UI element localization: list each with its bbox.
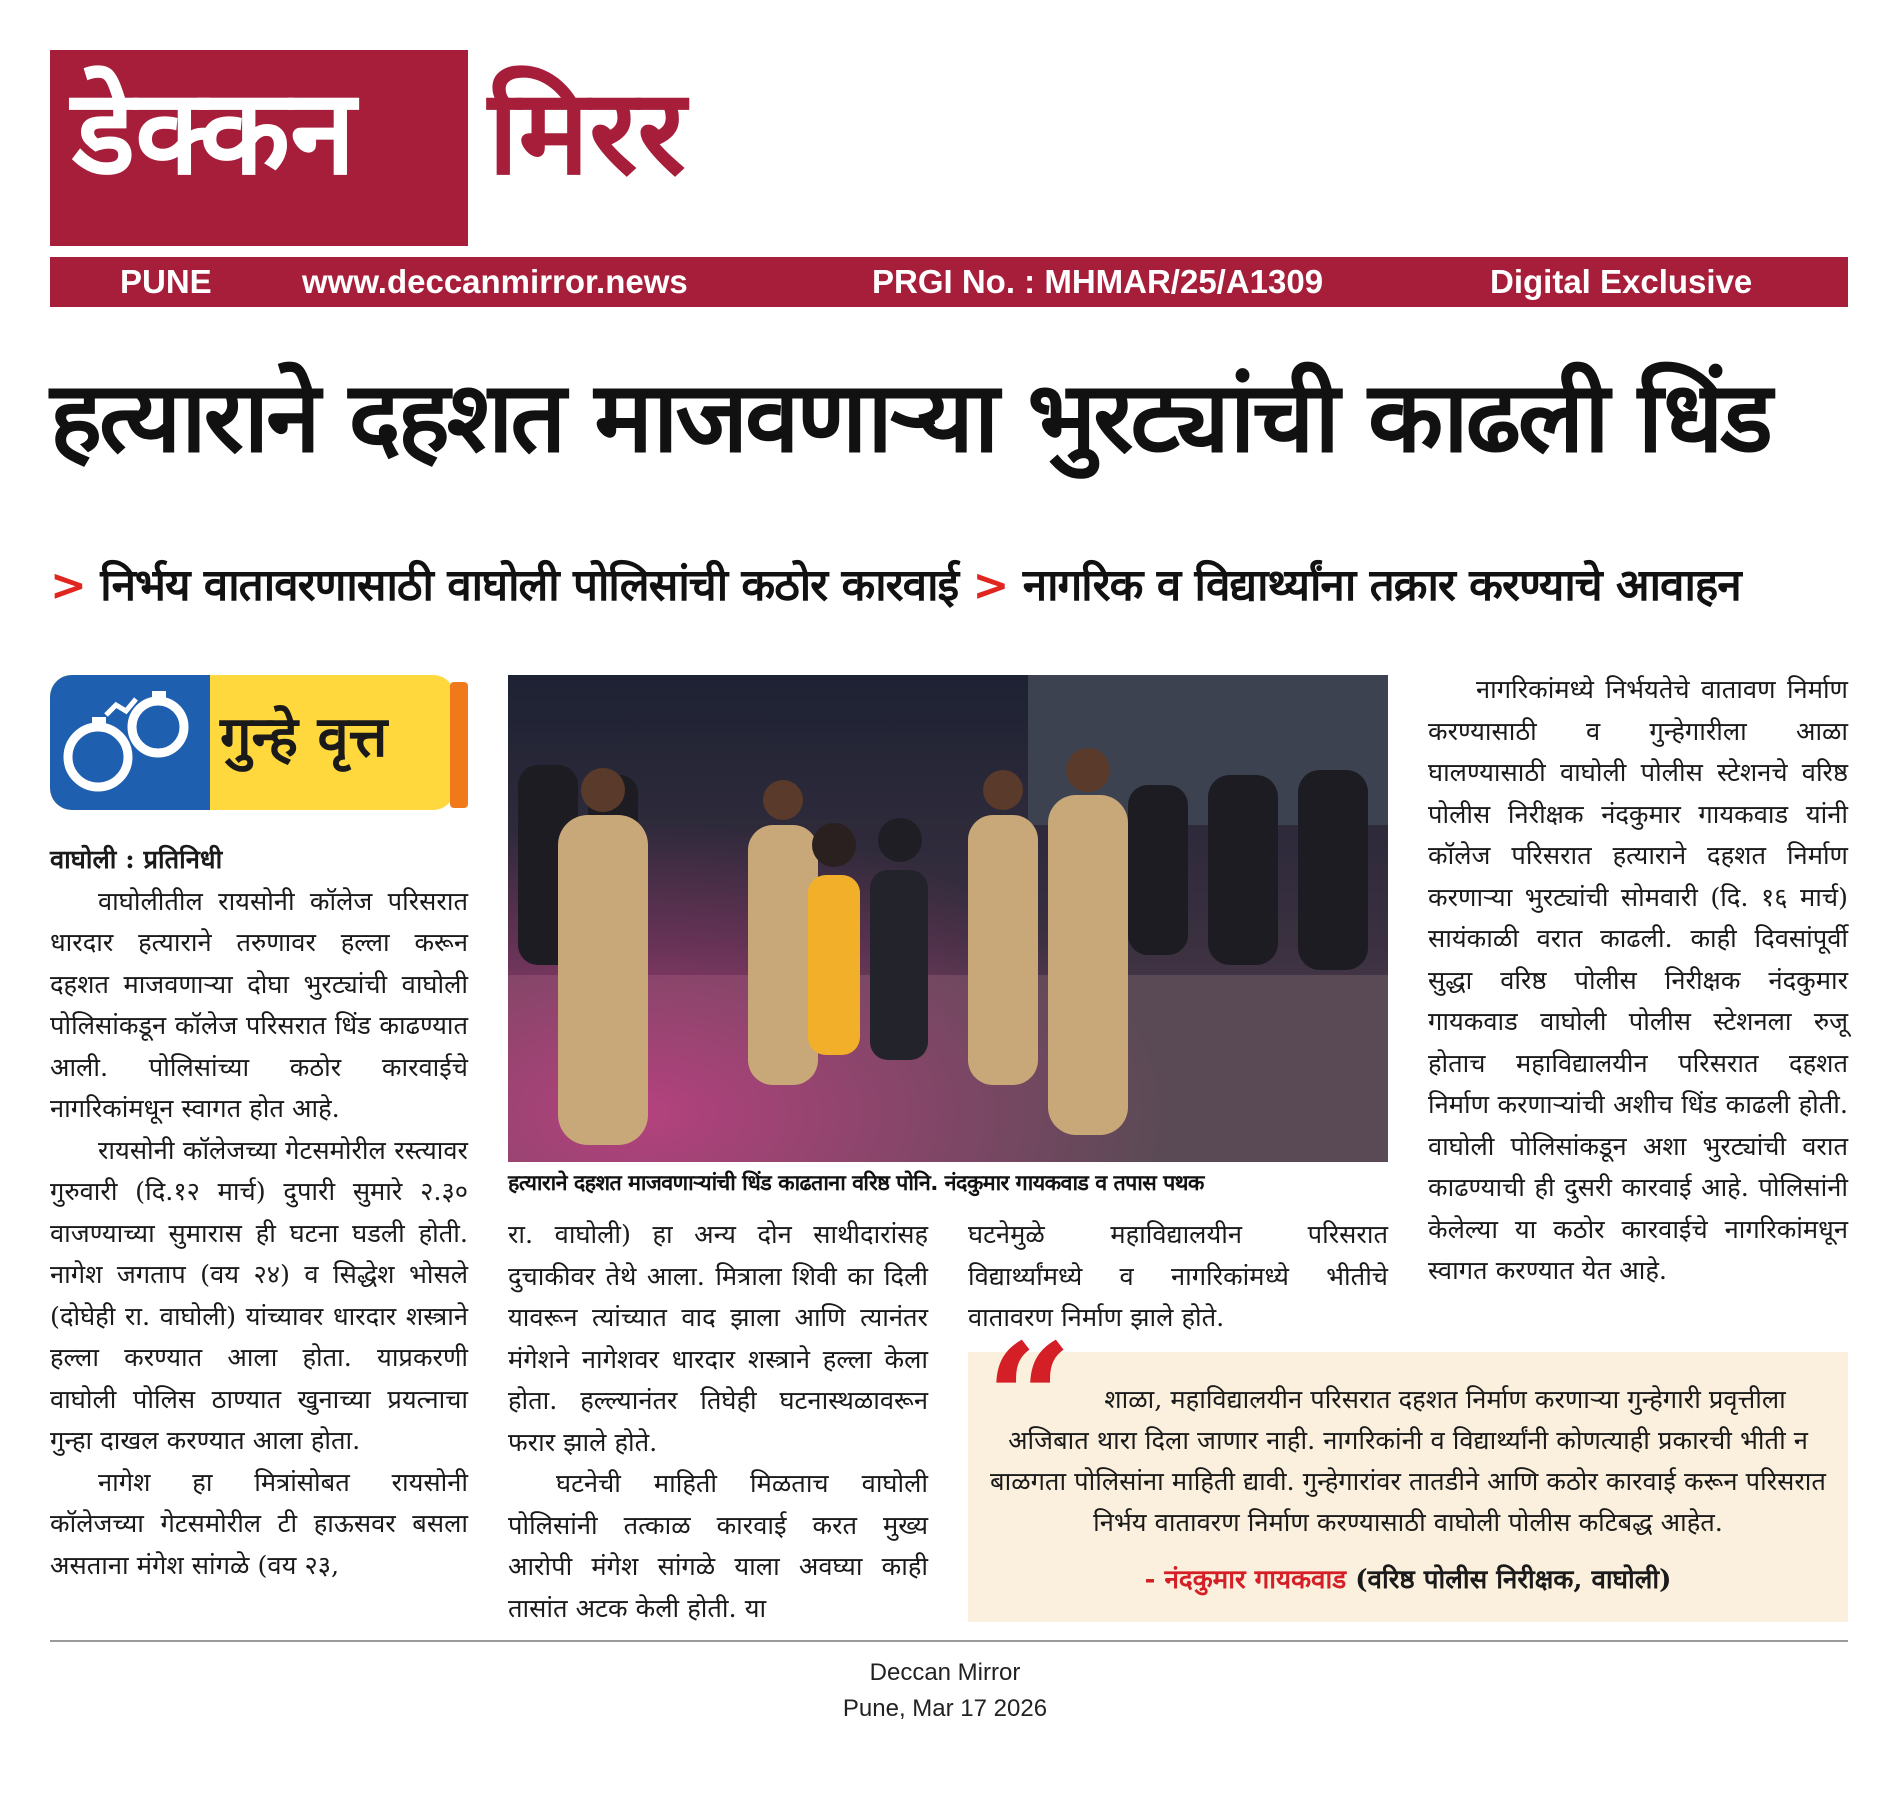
masthead-info-bar xyxy=(50,257,1848,307)
attribution-title: (वरिष्ठ पोलीस निरीक्षक, वाघोली) xyxy=(1355,1565,1672,1595)
paragraph: घटनेमुळे महाविद्यालयीन परिसरात विद्यार्थ्यांमध्ये व नागरिकांमध्ये भीतीचे वातावरण निर्माण झाले होते. xyxy=(968,1220,1388,1333)
edition-label: Digital Exclusive xyxy=(1490,263,1753,300)
footer-place-date: Pune, Mar 17 2026 xyxy=(842,1695,1048,1722)
subhead-2: नागरिक व विद्यार्थ्यांना तक्रार करण्याचे आवाहन xyxy=(1022,560,1741,611)
paragraph: नागरिकांमध्ये निर्भयतेचे वातावण निर्माण करण्यासाठी व गुन्हेगारीला आळा घालण्यासाठी वाघोली पोलीस स्टेशनचे वरिष्ठ पोलीस निरीक्षक नंदकुमार गायकवाड यांनी कॉलेज परिसरात हत्याराने दहशत निर्माण करणाऱ्या भुरट्यांची सोमवारी (दि. १६ मार्च) सायंकाळी वरात काढली. काही दिवसांपूर्वी सुद्धा वरिष्ठ पोलीस निरीक्षक नंदकुमार गायकवाड वाघोली पोलीस स्टेशनला रुजू होताच महाविद्यालयीन परिसरात दहशत निर्माण करणाऱ्यांची अशीच धिंड काढली होती. वाघोली पोलिसांकडून अशा भुरट्यांची वरात काढण्याची ही दुसरी कारवाई आहे. पोलिसांनी केलेल्या या कठोर कारवाईचे नागरिकांमधून स्वागत करण्यात येत आहे. xyxy=(1428,675,1848,1286)
subhead-arrow-icon: > xyxy=(50,560,86,611)
handcuffs-icon xyxy=(50,675,210,810)
attribution-name: नंदकुमार गायकवाड xyxy=(1164,1565,1347,1595)
article-headline: हत्याराने दहशत माजवणाऱ्या भुरट्यांची काढली धिंड xyxy=(50,361,1770,475)
paragraph: नागेश हा मित्रांसोबत रायसोनी कॉलेजच्या गेटसमोरील टी हाऊसवर बसला असताना मंगेश सांगळे (वय २३, xyxy=(50,1467,468,1581)
paragraph: रायसोनी कॉलेजच्या गेटसमोरील रस्त्यावर गुरुवारी (दि.१२ मार्च) दुपारी सुमारे २.३० वाजण्याच्या सुमारास ही घटना घडली होती. नागेश जगताप (वय २४) व सिद्धेश भोसले (दोघेही रा. वाघोली) यांच्यावर धारदार शस्त्राने हल्ला करण्यात आला होता. याप्रकरणी वाघोली पोलिस ठाण्यात खुनाच्या प्रयत्नाचा गुन्हा दाखल करण्यात आला होता. xyxy=(50,1135,468,1456)
article-column-1 xyxy=(50,840,468,1587)
photo-caption: हत्याराने दहशत माजवणाऱ्यांची धिंड काढताना वरिष्ठ पोनि. नंदकुमार गायकवाड व तपास पथक xyxy=(508,1171,1204,1196)
masthead-title-part1: डेक्कन xyxy=(72,63,356,201)
edition-city: PUNE xyxy=(120,263,212,300)
paragraph: रा. वाघोली) हा अन्य दोन साथीदारांसह दुचाकीवर तेथे आला. मित्राला शिवी का दिली यावरून त्यांच्यात वाद झाला आणि त्यानंतर मंगेशने नागेशवर धारदार शस्त्राने हल्ला केला होता. हल्ल्यानंतर तिघेही घटनास्थळावरून फरार झाले होते. xyxy=(508,1220,928,1458)
article-subhead xyxy=(50,560,1848,613)
quote-text: शाळा, महाविद्यालयीन परिसरात दहशत निर्माण करणाऱ्या गुन्हेगारी प्रवृत्तीला अजिबात थारा दिला जाणार नाही. नागरिकांनी व विद्यार्थ्यांनी कोणत्याही प्रकारची भीती न बाळगता पोलिसांना माहिती द्यावी. गुन्हेगारांवर तातडीने आणि कठोर कारवाई करून परिसरात निर्भय वातावरण निर्माण करण्यासाठी वाघोली पोलीस कटिबद्ध आहेत. xyxy=(990,1385,1826,1538)
dateline: वाघोली : प्रतिनिधी xyxy=(50,845,223,875)
subhead-arrow-icon: > xyxy=(972,560,1009,611)
quote-attribution xyxy=(968,1560,1848,1596)
masthead-title-part2: मिरर xyxy=(488,63,686,201)
website-link[interactable]: www.deccanmirror.news xyxy=(302,263,688,300)
quote-mark-icon: “ xyxy=(986,1311,1073,1487)
paragraph: वाघोलीतील रायसोनी कॉलेज परिसरात धारदार हत्याराने तरुणावर हल्ला करून दहशत माजवणाऱ्या दोघा भुरट्यांची वाघोली पोलिसांकडून कॉलेज परिसरात धिंड काढण्यात आली. पोलिसांच्या कठोर कारवाईचे नागरिकांमधून स्वागत होत आहे. xyxy=(50,886,468,1124)
article-column-4 xyxy=(1428,670,1848,1293)
news-photo xyxy=(508,675,1388,1162)
badge-accent-bar xyxy=(450,682,468,808)
article-column-2 xyxy=(508,1215,928,1630)
footer-publication: Deccan Mirror xyxy=(869,1659,1021,1686)
badge-label: गुन्हे वृत्त xyxy=(220,705,388,770)
pull-quote-box xyxy=(968,1311,1848,1622)
attribution-dash: - xyxy=(1144,1565,1156,1595)
crime-news-badge xyxy=(50,675,455,810)
footer-divider xyxy=(50,1640,1848,1642)
subhead-1: निर्भय वातावरणासाठी वाघोली पोलिसांची कठोर कारवाई xyxy=(100,560,959,611)
page-footer xyxy=(0,1655,1890,1727)
prgi-number: PRGI No. : MHMAR/25/A1309 xyxy=(872,263,1324,300)
paragraph: घटनेची माहिती मिळताच वाघोली पोलिसांनी तत्काळ कारवाई करत मुख्य आरोपी मंगेश सांगळे याला अवघ्या काही तासांत अटक केली होती. या xyxy=(508,1469,928,1624)
